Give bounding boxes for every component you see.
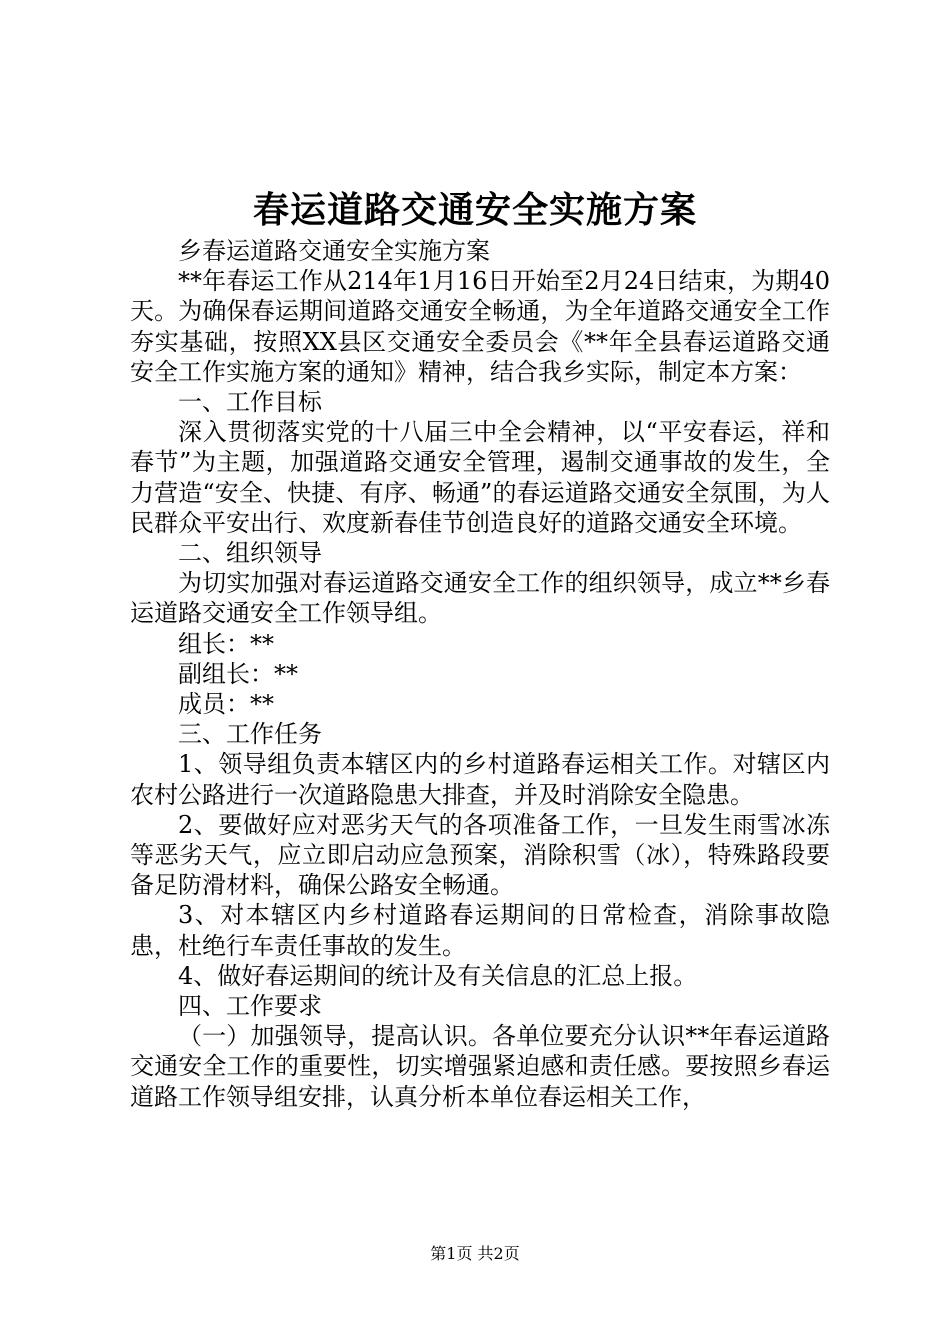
subtitle-paragraph: 乡春运道路交通安全实施方案 [178,237,490,265]
page-footer: 第1页 共2页 [430,1244,520,1263]
document-body [130,236,830,1112]
requirement-item-1: （一）加强领导，提高认识。各单位要充分认识**年春运道路交通安全工作的重要性，切实增强紧迫感和责任感。要按照乡春运道路工作领导组安排，认真分析本单位春运相关工作， [130,1022,830,1111]
section-heading-tasks: 三、工作任务 [178,720,322,749]
organization-paragraph: 为切实加强对春运道路交通安全工作的组织领导，成立**乡春运道路交通安全工作领导组。 [130,569,830,628]
goals-paragraph: 深入贯彻落实党的十八届三中全会精神，以“平安春运，祥和春节”为主题，加强道路交通安全管理，遏制交通事故的发生，全力营造“安全、快捷、有序、畅通”的春运道路交通安全氛围，为人民群众平安出行、欢度新春佳节创造良好的道路交通安全环境。 [130,418,830,537]
members-line: 成员：** [178,690,274,719]
task-item-1: 1、领导组负责本辖区内的乡村道路春运相关工作。对辖区内农村公路进行一次道路隐患大排查，并及时消除安全隐患。 [130,750,830,809]
task-item-4: 4、做好春运期间的统计及有关信息的汇总上报。 [178,961,698,990]
section-heading-goals: 一、工作目标 [178,388,322,417]
intro-paragraph: **年春运工作从214年1月16日开始至2月24日结束，为期40天。为确保春运期间道路交通安全畅通，为全年道路交通安全工作夯实基础，按照XX县区交通安全委员会《**年全县春运道路交通安全工作实施方案的通知》精神，结合我乡实际，制定本方案： [130,267,830,386]
task-item-2: 2、要做好应对恶劣天气的各项准备工作，一旦发生雨雪冰冻等恶劣天气，应立即启动应急预案，消除积雪（冰），特殊路段要备足防滑材料，确保公路安全畅通。 [130,810,830,900]
section-heading-organization: 二、组织领导 [178,539,322,568]
section-heading-requirements: 四、工作要求 [178,992,322,1021]
document-title: 春运道路交通安全实施方案 [252,189,697,231]
deputy-leader-line: 副组长：** [178,659,298,688]
team-leader-line: 组长：** [178,629,274,658]
task-item-3: 3、对本辖区内乡村道路春运期间的日常检查，消除事故隐患，杜绝行车责任事故的发生。 [130,901,830,960]
